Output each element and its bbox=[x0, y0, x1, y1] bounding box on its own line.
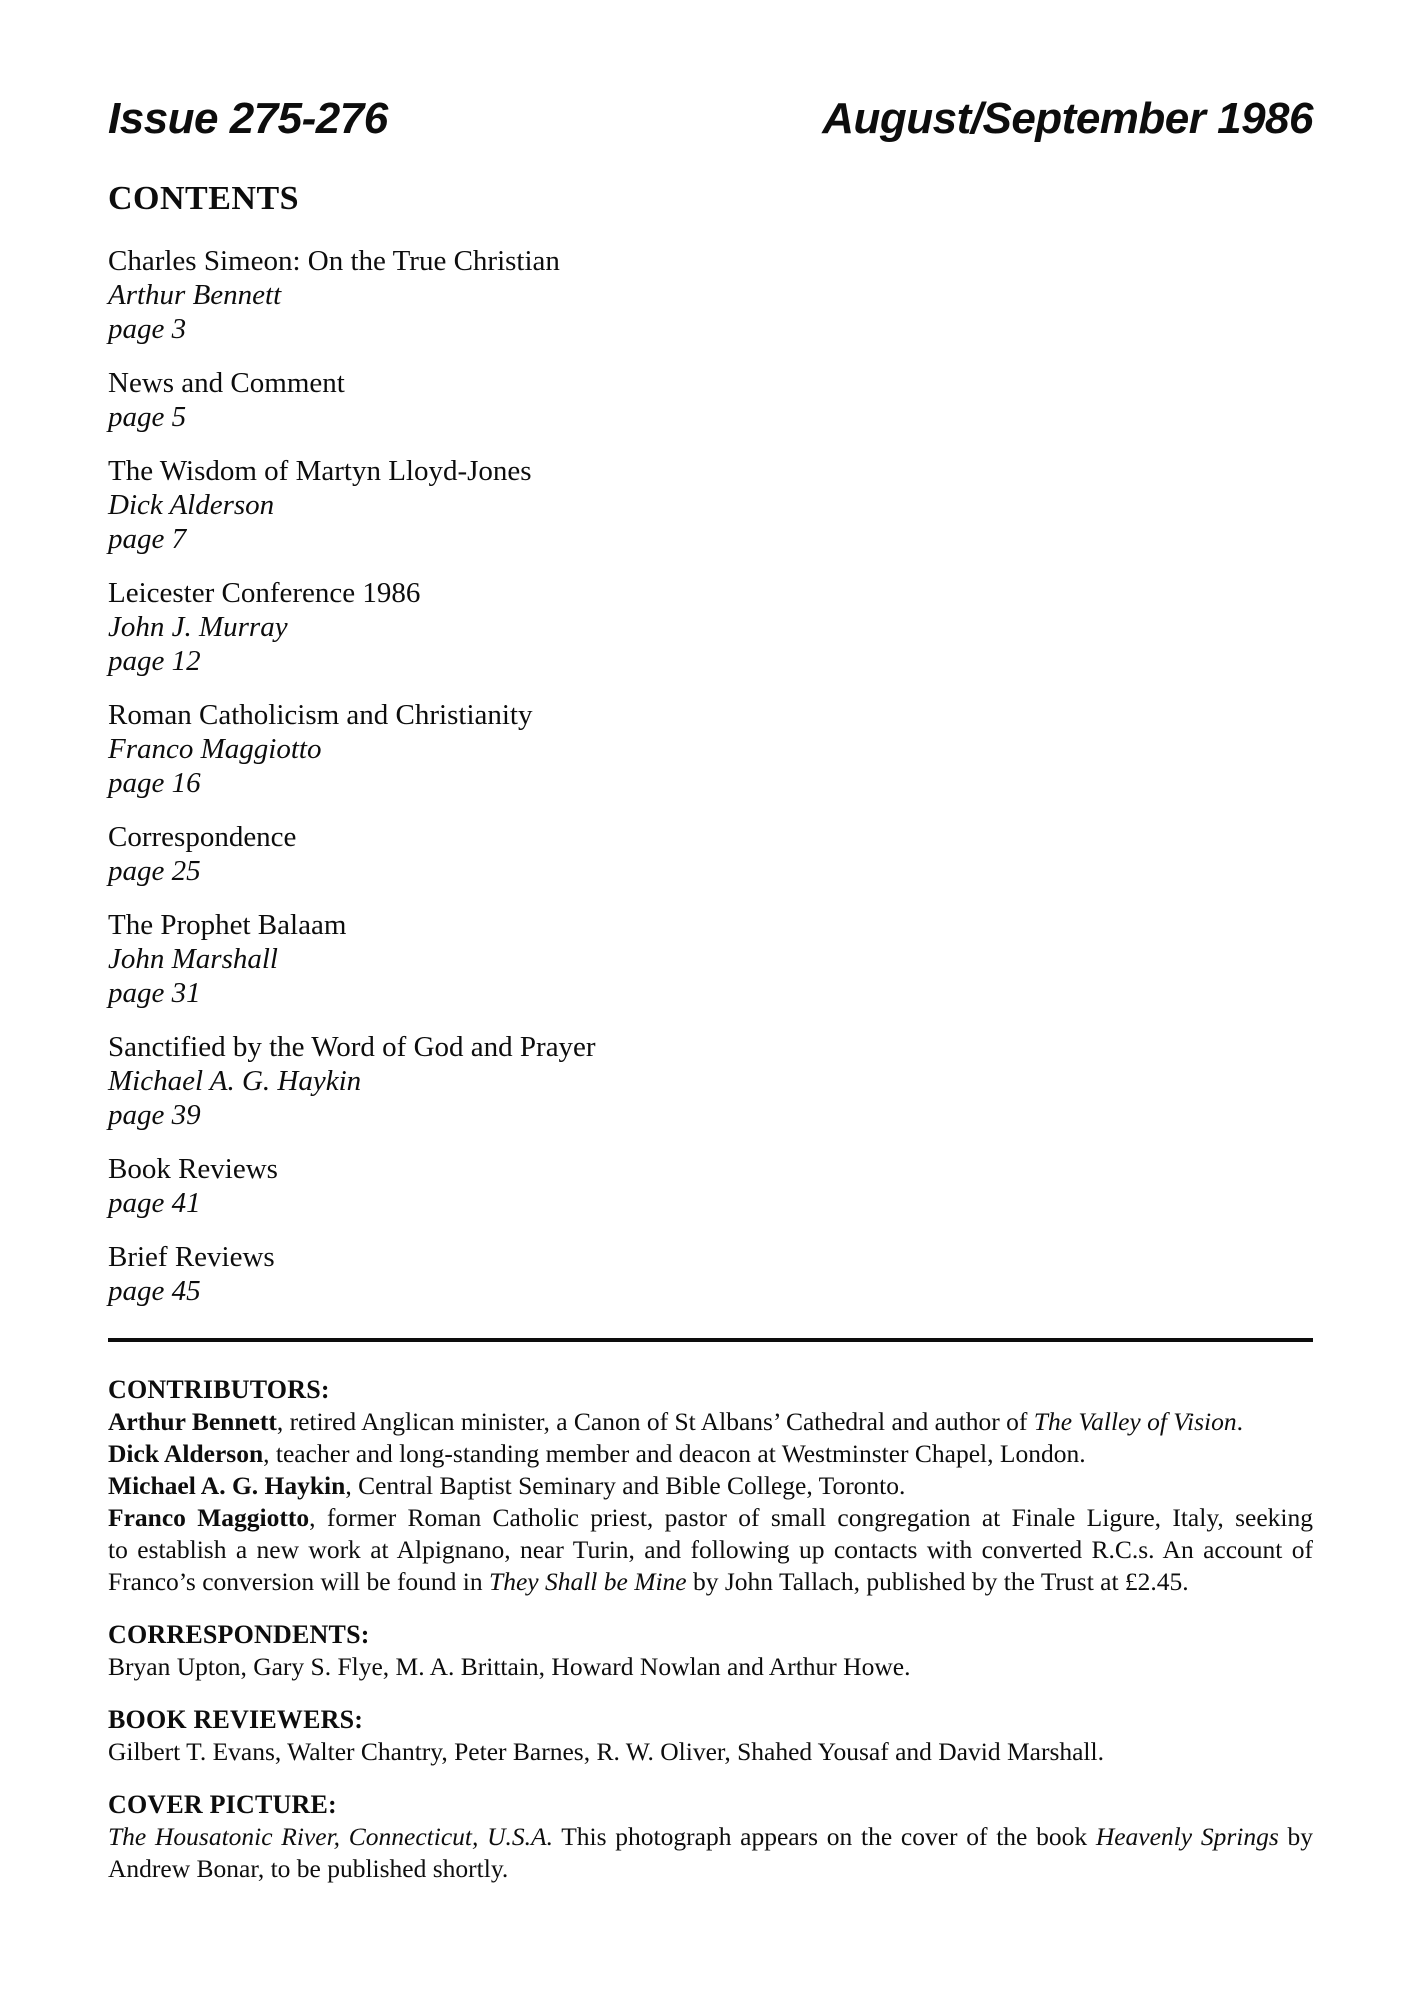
contributor-line: Dick Alderson, teacher and long-standing member and deacon at Westminster Chapel, London. bbox=[108, 1439, 1086, 1468]
section-heading: CORRESPONDENTS: bbox=[108, 1620, 370, 1649]
toc-entry bbox=[108, 698, 1313, 800]
toc-page: page 5 bbox=[108, 401, 187, 433]
contributor-line: Arthur Bennett, retired Anglican minister, a Canon of St Albans’ Cathedral and author of The Valley of Vision. bbox=[108, 1407, 1243, 1436]
toc-entry bbox=[108, 820, 1313, 888]
contributor-line: to establish a new work at Alpignano, near Turin, and following up contacts with converted R.C.s. An account of bbox=[108, 1535, 1313, 1564]
toc-title: Brief Reviews bbox=[108, 1241, 275, 1273]
toc-author: Arthur Bennett bbox=[108, 279, 282, 311]
toc-title: News and Comment bbox=[108, 367, 345, 399]
toc-page: page 3 bbox=[108, 313, 187, 345]
toc-entry bbox=[108, 1030, 1313, 1132]
correspondents-section bbox=[108, 1619, 1313, 1683]
toc-page: page 16 bbox=[108, 767, 201, 799]
toc-title: Sanctified by the Word of God and Prayer bbox=[108, 1031, 596, 1063]
toc-entry bbox=[108, 244, 1313, 346]
toc-page: page 31 bbox=[108, 977, 201, 1009]
masthead bbox=[108, 96, 1313, 142]
cover-picture-line: Andrew Bonar, to be published shortly. bbox=[108, 1854, 509, 1883]
toc-page: page 7 bbox=[108, 523, 187, 555]
contributors-section bbox=[108, 1374, 1313, 1598]
cover-picture-line: The Housatonic River, Connecticut, U.S.A. This photograph appears on the cover of the book Heavenly Springs by bbox=[108, 1822, 1313, 1851]
toc-entry bbox=[108, 576, 1313, 678]
cover-picture-section bbox=[108, 1789, 1313, 1885]
table-of-contents bbox=[108, 244, 1313, 1308]
toc-author: John J. Murray bbox=[108, 611, 288, 643]
contributor-line: Franco Maggiotto, former Roman Catholic priest, pastor of small congregation at Finale Ligure, Italy, seeking bbox=[108, 1503, 1314, 1532]
toc-title: Correspondence bbox=[108, 821, 297, 853]
section-heading: COVER PICTURE: bbox=[108, 1790, 337, 1819]
toc-title: Book Reviews bbox=[108, 1153, 278, 1185]
toc-page: page 25 bbox=[108, 855, 201, 887]
book-reviewers-line: Gilbert T. Evans, Walter Chantry, Peter Barnes, R. W. Oliver, Shahed Yousaf and David Marshall. bbox=[108, 1737, 1104, 1766]
toc-title: The Wisdom of Martyn Lloyd-Jones bbox=[108, 455, 532, 487]
contents-heading: CONTENTS bbox=[108, 180, 300, 217]
contributor-line: Michael A. G. Haykin, Central Baptist Seminary and Bible College, Toronto. bbox=[108, 1471, 906, 1500]
toc-title: Leicester Conference 1986 bbox=[108, 577, 421, 609]
issue-number: Issue 275-276 bbox=[108, 94, 388, 143]
toc-title: The Prophet Balaam bbox=[108, 909, 347, 941]
toc-entry bbox=[108, 366, 1313, 434]
contributor-line: Franco’s conversion will be found in They Shall be Mine by John Tallach, published by the Trust at £2.45. bbox=[108, 1567, 1189, 1596]
toc-entry bbox=[108, 454, 1313, 556]
correspondents-line: Bryan Upton, Gary S. Flye, M. A. Brittain, Howard Nowlan and Arthur Howe. bbox=[108, 1652, 911, 1681]
toc-title: Roman Catholicism and Christianity bbox=[108, 699, 533, 731]
section-heading: CONTRIBUTORS: bbox=[108, 1375, 330, 1404]
toc-author: John Marshall bbox=[108, 943, 278, 975]
toc-page: page 12 bbox=[108, 645, 201, 677]
toc-author: Franco Maggiotto bbox=[108, 733, 322, 765]
book-reviewers-section bbox=[108, 1704, 1313, 1768]
issue-date: August/September 1986 bbox=[822, 94, 1313, 143]
toc-title: Charles Simeon: On the True Christian bbox=[108, 245, 560, 277]
toc-author: Dick Alderson bbox=[108, 489, 275, 521]
toc-author: Michael A. G. Haykin bbox=[108, 1065, 362, 1097]
toc-page: page 39 bbox=[108, 1099, 201, 1131]
section-heading: BOOK REVIEWERS: bbox=[108, 1705, 364, 1734]
toc-entry bbox=[108, 1152, 1313, 1220]
toc-entry bbox=[108, 1240, 1313, 1308]
toc-entry bbox=[108, 908, 1313, 1010]
divider-rule bbox=[108, 1338, 1313, 1342]
toc-page: page 41 bbox=[108, 1187, 201, 1219]
toc-page: page 45 bbox=[108, 1275, 201, 1307]
